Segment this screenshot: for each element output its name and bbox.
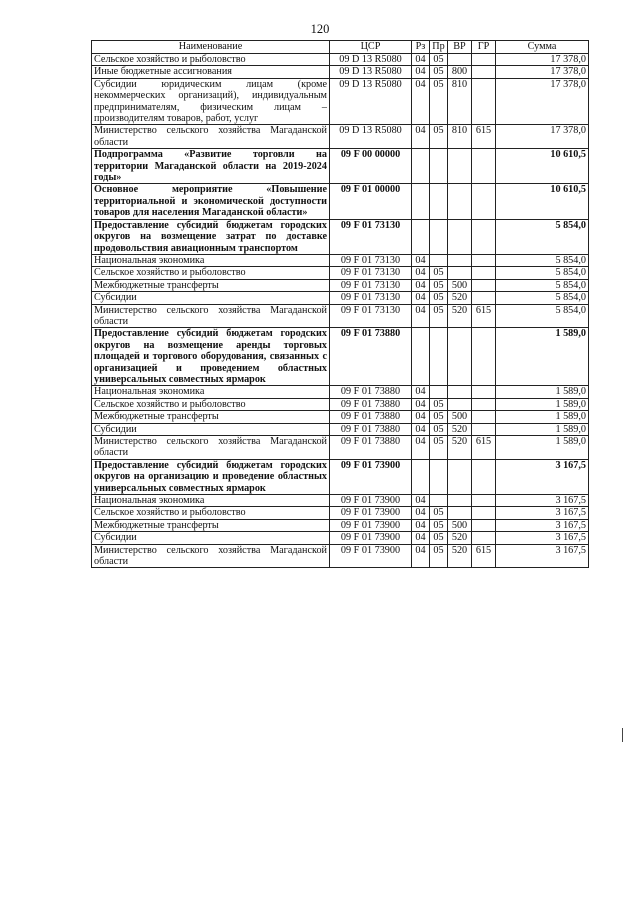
cell-gr xyxy=(472,254,496,266)
cell-gr xyxy=(472,411,496,423)
cell-sum: 1 589,0 xyxy=(496,328,589,386)
cell-sum: 5 854,0 xyxy=(496,254,589,266)
cell-gr xyxy=(472,292,496,304)
cell-vr: 800 xyxy=(448,66,472,78)
cell-gr: 615 xyxy=(472,436,496,460)
cell-name: Субсидии xyxy=(92,532,330,544)
cell-name: Сельское хозяйство и рыболовство xyxy=(92,267,330,279)
cell-rz: 04 xyxy=(412,411,430,423)
cell-vr: 520 xyxy=(448,544,472,568)
cell-pr: 05 xyxy=(430,423,448,435)
cell-rz: 04 xyxy=(412,54,430,66)
cell-csr: 09 F 01 73880 xyxy=(330,423,412,435)
cell-vr: 520 xyxy=(448,423,472,435)
cell-pr: 05 xyxy=(430,267,448,279)
cell-name: Сельское хозяйство и рыболовство xyxy=(92,398,330,410)
cell-name: Сельское хозяйство и рыболовство xyxy=(92,507,330,519)
cell-rz xyxy=(412,219,430,254)
column-header-gr: ГР xyxy=(472,41,496,54)
cell-sum: 1 589,0 xyxy=(496,386,589,398)
column-header-sum: Сумма xyxy=(496,41,589,54)
cell-gr xyxy=(472,507,496,519)
cell-rz: 04 xyxy=(412,267,430,279)
cell-gr xyxy=(472,328,496,386)
cell-csr: 09 F 01 73880 xyxy=(330,398,412,410)
cell-sum: 3 167,5 xyxy=(496,544,589,568)
cell-gr xyxy=(472,495,496,507)
cell-sum: 17 378,0 xyxy=(496,78,589,125)
cell-gr xyxy=(472,459,496,494)
cell-vr: 520 xyxy=(448,292,472,304)
cell-gr xyxy=(472,532,496,544)
cell-csr: 09 F 01 73900 xyxy=(330,507,412,519)
cell-pr: 05 xyxy=(430,125,448,149)
cell-csr: 09 D 13 R5080 xyxy=(330,54,412,66)
cell-vr: 520 xyxy=(448,532,472,544)
cell-rz: 04 xyxy=(412,125,430,149)
cell-sum: 1 589,0 xyxy=(496,436,589,460)
cell-csr: 09 F 01 73900 xyxy=(330,495,412,507)
cell-sum: 17 378,0 xyxy=(496,54,589,66)
cell-pr: 05 xyxy=(430,411,448,423)
cell-name: Субсидии xyxy=(92,423,330,435)
table-row xyxy=(92,411,589,423)
cell-csr: 09 F 01 73900 xyxy=(330,459,412,494)
cell-pr: 05 xyxy=(430,519,448,531)
cell-pr: 05 xyxy=(430,544,448,568)
cell-pr: 05 xyxy=(430,78,448,125)
cell-gr: 615 xyxy=(472,544,496,568)
table-row xyxy=(92,328,589,386)
column-header-name: Наименование xyxy=(92,41,330,54)
table-row xyxy=(92,54,589,66)
cell-pr: 05 xyxy=(430,279,448,291)
cell-pr xyxy=(430,149,448,184)
table-header-row xyxy=(92,41,589,54)
cell-rz: 04 xyxy=(412,254,430,266)
cell-pr xyxy=(430,386,448,398)
cell-pr xyxy=(430,184,448,219)
cell-sum: 3 167,5 xyxy=(496,495,589,507)
cell-vr xyxy=(448,398,472,410)
cell-rz: 04 xyxy=(412,519,430,531)
cell-vr: 810 xyxy=(448,78,472,125)
cell-pr: 05 xyxy=(430,54,448,66)
cell-vr xyxy=(448,54,472,66)
cell-name: Национальная экономика xyxy=(92,386,330,398)
cell-vr xyxy=(448,507,472,519)
table-row xyxy=(92,304,589,328)
table-row xyxy=(92,125,589,149)
table-row xyxy=(92,292,589,304)
cell-sum: 3 167,5 xyxy=(496,459,589,494)
cell-name: Сельское хозяйство и рыболовство xyxy=(92,54,330,66)
cell-name: Министерство сельского хозяйства Магаданской области xyxy=(92,436,330,460)
cell-name: Национальная экономика xyxy=(92,254,330,266)
table-row xyxy=(92,149,589,184)
cell-pr xyxy=(430,219,448,254)
cell-gr: 615 xyxy=(472,125,496,149)
cell-csr: 09 F 01 73130 xyxy=(330,219,412,254)
cell-rz: 04 xyxy=(412,386,430,398)
cell-rz: 04 xyxy=(412,78,430,125)
cell-vr xyxy=(448,459,472,494)
cell-csr: 09 F 01 73900 xyxy=(330,532,412,544)
table-row xyxy=(92,507,589,519)
table-row xyxy=(92,219,589,254)
cell-vr: 500 xyxy=(448,279,472,291)
cell-pr xyxy=(430,495,448,507)
cell-pr: 05 xyxy=(430,532,448,544)
cell-sum: 17 378,0 xyxy=(496,66,589,78)
cell-rz: 04 xyxy=(412,532,430,544)
cell-rz: 04 xyxy=(412,507,430,519)
table-row xyxy=(92,459,589,494)
cell-name: Иные бюджетные ассигнования xyxy=(92,66,330,78)
cell-name: Министерство сельского хозяйства Магаданской области xyxy=(92,544,330,568)
table-row xyxy=(92,423,589,435)
column-header-csr: ЦСР xyxy=(330,41,412,54)
cell-rz xyxy=(412,184,430,219)
cell-csr: 09 D 13 R5080 xyxy=(330,66,412,78)
table-row xyxy=(92,398,589,410)
cell-csr: 09 F 01 73880 xyxy=(330,328,412,386)
cell-pr: 05 xyxy=(430,398,448,410)
cell-vr xyxy=(448,149,472,184)
cell-gr xyxy=(472,78,496,125)
table-row xyxy=(92,532,589,544)
cell-csr: 09 D 13 R5080 xyxy=(330,78,412,125)
cell-name: Межбюджетные трансферты xyxy=(92,279,330,291)
table-row xyxy=(92,66,589,78)
cell-name: Межбюджетные трансферты xyxy=(92,411,330,423)
cell-sum: 5 854,0 xyxy=(496,304,589,328)
cell-csr: 09 D 13 R5080 xyxy=(330,125,412,149)
cell-vr: 520 xyxy=(448,304,472,328)
cell-gr xyxy=(472,66,496,78)
cell-csr: 09 F 01 73900 xyxy=(330,544,412,568)
cell-csr: 09 F 01 73900 xyxy=(330,519,412,531)
cell-name: Министерство сельского хозяйства Магаданской области xyxy=(92,125,330,149)
cell-rz xyxy=(412,149,430,184)
cell-vr xyxy=(448,267,472,279)
cell-vr xyxy=(448,386,472,398)
cell-gr xyxy=(472,386,496,398)
cell-sum: 5 854,0 xyxy=(496,279,589,291)
cell-gr xyxy=(472,219,496,254)
cell-sum: 3 167,5 xyxy=(496,507,589,519)
cell-vr: 500 xyxy=(448,519,472,531)
cell-pr: 05 xyxy=(430,304,448,328)
cell-sum: 17 378,0 xyxy=(496,125,589,149)
cell-csr: 09 F 01 73880 xyxy=(330,436,412,460)
cell-csr: 09 F 01 00000 xyxy=(330,184,412,219)
cell-name: Субсидии xyxy=(92,292,330,304)
table-row xyxy=(92,436,589,460)
cell-csr: 09 F 01 73130 xyxy=(330,292,412,304)
cell-sum: 1 589,0 xyxy=(496,398,589,410)
cell-csr: 09 F 01 73880 xyxy=(330,411,412,423)
cell-vr xyxy=(448,495,472,507)
cell-vr: 520 xyxy=(448,436,472,460)
margin-mark xyxy=(622,728,623,742)
cell-rz xyxy=(412,459,430,494)
cell-sum: 5 854,0 xyxy=(496,292,589,304)
table-row xyxy=(92,279,589,291)
cell-gr xyxy=(472,54,496,66)
cell-name: Предоставление субсидий бюджетам городских округов на возмещение аренды торговых площадей и торгового оборудования, связанных с организацией и проведением областных универсальных совместных ярмарок xyxy=(92,328,330,386)
cell-rz: 04 xyxy=(412,66,430,78)
cell-gr: 615 xyxy=(472,304,496,328)
table-row xyxy=(92,254,589,266)
table-row xyxy=(92,386,589,398)
cell-gr xyxy=(472,398,496,410)
table-row xyxy=(92,184,589,219)
cell-name: Национальная экономика xyxy=(92,495,330,507)
cell-sum: 5 854,0 xyxy=(496,219,589,254)
cell-vr: 500 xyxy=(448,411,472,423)
cell-name: Предоставление субсидий бюджетам городских округов на возмещение затрат по доставке продовольствия авиационным транспортом xyxy=(92,219,330,254)
cell-csr: 09 F 00 00000 xyxy=(330,149,412,184)
cell-pr xyxy=(430,254,448,266)
cell-rz: 04 xyxy=(412,292,430,304)
cell-sum: 3 167,5 xyxy=(496,532,589,544)
cell-pr: 05 xyxy=(430,292,448,304)
cell-rz: 04 xyxy=(412,279,430,291)
cell-vr xyxy=(448,328,472,386)
cell-sum: 1 589,0 xyxy=(496,423,589,435)
cell-csr: 09 F 01 73130 xyxy=(330,304,412,328)
table-row xyxy=(92,78,589,125)
cell-gr xyxy=(472,267,496,279)
cell-vr xyxy=(448,184,472,219)
cell-name: Основное мероприятие «Повышение территориальной и экономической доступности товаров для населения Магаданской области» xyxy=(92,184,330,219)
budget-table xyxy=(91,40,589,568)
column-header-rz: Рз xyxy=(412,41,430,54)
cell-csr: 09 F 01 73130 xyxy=(330,279,412,291)
column-header-vr: ВР xyxy=(448,41,472,54)
cell-name: Подпрограмма «Развитие торговли на территории Магаданской области на 2019-2024 годы» xyxy=(92,149,330,184)
cell-pr: 05 xyxy=(430,436,448,460)
cell-pr xyxy=(430,328,448,386)
cell-name: Межбюджетные трансферты xyxy=(92,519,330,531)
cell-sum: 10 610,5 xyxy=(496,149,589,184)
table-row xyxy=(92,544,589,568)
cell-rz: 04 xyxy=(412,544,430,568)
cell-csr: 09 F 01 73130 xyxy=(330,267,412,279)
cell-rz: 04 xyxy=(412,436,430,460)
cell-name: Субсидии юридическим лицам (кроме некоммерческих организаций), индивидуальным предпринимателям, физическим лицам – производителям товаров, работ, услуг xyxy=(92,78,330,125)
page-number: 120 xyxy=(310,22,330,36)
cell-rz: 04 xyxy=(412,423,430,435)
cell-gr xyxy=(472,149,496,184)
cell-vr xyxy=(448,219,472,254)
cell-rz: 04 xyxy=(412,304,430,328)
cell-rz: 04 xyxy=(412,495,430,507)
cell-gr xyxy=(472,519,496,531)
cell-pr xyxy=(430,459,448,494)
cell-sum: 10 610,5 xyxy=(496,184,589,219)
cell-sum: 1 589,0 xyxy=(496,411,589,423)
cell-sum: 5 854,0 xyxy=(496,267,589,279)
cell-vr xyxy=(448,254,472,266)
cell-vr: 810 xyxy=(448,125,472,149)
table-row xyxy=(92,267,589,279)
cell-csr: 09 F 01 73880 xyxy=(330,386,412,398)
table-body xyxy=(92,54,589,568)
cell-pr: 05 xyxy=(430,66,448,78)
cell-sum: 3 167,5 xyxy=(496,519,589,531)
cell-gr xyxy=(472,184,496,219)
cell-name: Предоставление субсидий бюджетам городских округов на организацию и проведение областных универсальных совместных ярмарок xyxy=(92,459,330,494)
table-row xyxy=(92,495,589,507)
column-header-pr: Пр xyxy=(430,41,448,54)
cell-gr xyxy=(472,279,496,291)
cell-csr: 09 F 01 73130 xyxy=(330,254,412,266)
table-row xyxy=(92,519,589,531)
cell-name: Министерство сельского хозяйства Магаданской области xyxy=(92,304,330,328)
cell-rz xyxy=(412,328,430,386)
cell-rz: 04 xyxy=(412,398,430,410)
cell-pr: 05 xyxy=(430,507,448,519)
cell-gr xyxy=(472,423,496,435)
